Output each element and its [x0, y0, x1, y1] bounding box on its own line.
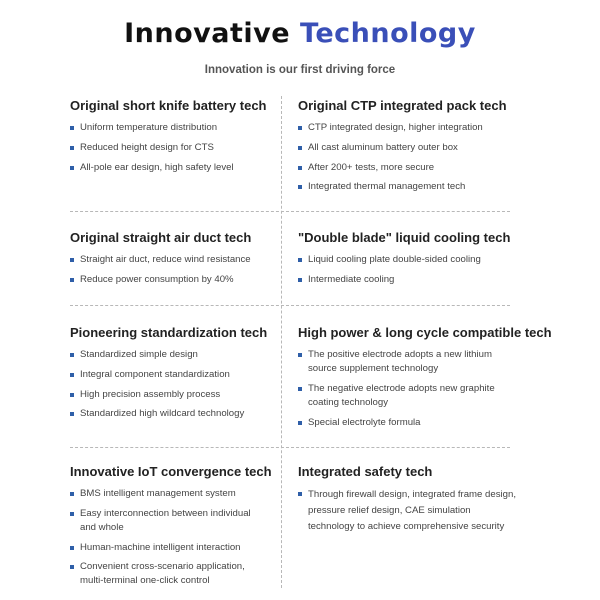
list-item [298, 416, 518, 430]
section-title: Original short knife battery tech [70, 98, 267, 113]
list-item-text: Liquid cooling plate double-sided cooling [308, 254, 481, 265]
section-standardization [70, 325, 270, 427]
list-item-text: After 200+ tests, more secure [308, 161, 435, 173]
page-subtitle: Innovation is our first driving force [204, 64, 396, 76]
list-item-text: Easy interconnection between individual and whole [80, 507, 251, 533]
list-item [298, 273, 538, 287]
list-item [70, 407, 270, 421]
title-accent: Technology [299, 18, 476, 49]
horizontal-divider [70, 305, 510, 306]
list-item-text: Standardized high wildcard technology [80, 408, 245, 420]
section-title: Innovative IoT convergence tech [70, 464, 272, 479]
list-item [298, 348, 518, 376]
list-item-text: Integrated thermal management tech [308, 181, 466, 193]
list-item [298, 161, 538, 175]
list-item [298, 487, 516, 535]
feature-list [70, 253, 270, 287]
feature-list [298, 487, 516, 535]
section-title: Pioneering standardization tech [70, 325, 268, 340]
section-title: Original CTP integrated pack tech [298, 98, 507, 113]
square-bullet-icon [298, 387, 302, 391]
list-item [298, 253, 538, 267]
square-bullet-icon [298, 126, 302, 130]
list-item [70, 487, 265, 501]
horizontal-divider [70, 447, 510, 448]
list-item [70, 348, 270, 362]
feature-list [70, 487, 265, 588]
square-bullet-icon [298, 421, 302, 425]
list-item [70, 253, 270, 267]
list-item [70, 507, 265, 535]
list-item [70, 141, 270, 155]
square-bullet-icon [70, 565, 74, 569]
list-item-text: CTP integrated design, higher integration [308, 122, 483, 133]
section-straight-air-duct [70, 230, 270, 293]
square-bullet-icon [70, 492, 74, 496]
feature-list [298, 348, 518, 430]
square-bullet-icon [70, 258, 74, 262]
list-item [298, 382, 518, 410]
list-item-text: The negative electrode adopts new graphite coating technology [308, 382, 495, 408]
feature-list [70, 348, 270, 421]
section-title: High power & long cycle compatible tech [298, 325, 552, 340]
list-item-text: Reduced height design for CTS [80, 141, 214, 153]
section-iot-convergence [70, 464, 272, 594]
list-item [70, 560, 265, 588]
list-item-text: Special electrolyte formula [308, 416, 421, 428]
section-double-blade-cooling [298, 230, 538, 293]
list-item-text: High precision assembly process [80, 388, 221, 400]
list-item [70, 273, 270, 287]
feature-list [298, 121, 538, 194]
square-bullet-icon [298, 278, 302, 282]
square-bullet-icon [70, 393, 74, 397]
section-high-power-long-cycle [298, 325, 552, 435]
square-bullet-icon [70, 166, 74, 170]
horizontal-divider [70, 211, 510, 212]
square-bullet-icon [298, 166, 302, 170]
square-bullet-icon [70, 353, 74, 357]
list-item-text: Convenient cross-scenario application, multi-terminal one-click control [80, 561, 245, 587]
list-item-text: BMS intelligent management system [80, 488, 236, 499]
list-item [298, 141, 538, 155]
list-item-text: Through firewall design, integrated frame design, pressure relief design, CAE simulation technology to achieve comprehensive security [308, 489, 516, 532]
title-main: Innovative [124, 18, 291, 49]
list-item [298, 121, 538, 135]
section-title: Integrated safety tech [298, 464, 433, 479]
square-bullet-icon [298, 258, 302, 262]
vertical-divider [281, 96, 282, 588]
section-title: Original straight air duct tech [70, 230, 252, 245]
square-bullet-icon [70, 278, 74, 282]
square-bullet-icon [70, 126, 74, 130]
list-item-text: Reduce power consumption by 40% [80, 273, 234, 285]
list-item-text: Intermediate cooling [308, 273, 395, 285]
section-short-knife-battery [70, 98, 270, 180]
list-item-text: All cast aluminum battery outer box [308, 141, 458, 153]
list-item-text: Uniform temperature distribution [80, 122, 218, 133]
page-title [0, 18, 600, 49]
list-item-text: Integral component standardization [80, 368, 230, 380]
list-item-text: All-pole ear design, high safety level [80, 161, 234, 173]
square-bullet-icon [298, 492, 302, 496]
list-item [70, 541, 265, 555]
list-item [298, 180, 538, 194]
square-bullet-icon [70, 412, 74, 416]
section-integrated-safety [298, 464, 516, 541]
square-bullet-icon [70, 146, 74, 150]
section-title: "Double blade" liquid cooling tech [298, 230, 511, 245]
square-bullet-icon [70, 512, 74, 516]
list-item [70, 161, 270, 175]
square-bullet-icon [70, 546, 74, 550]
section-ctp-integrated-pack [298, 98, 538, 200]
feature-list [298, 253, 538, 287]
list-item-text: The positive electrode adopts a new lithium source supplement technology [308, 349, 492, 374]
feature-list [70, 121, 270, 175]
square-bullet-icon [70, 373, 74, 377]
square-bullet-icon [298, 353, 302, 357]
list-item [70, 368, 270, 382]
list-item-text: Human-machine intelligent interaction [80, 541, 241, 553]
square-bullet-icon [298, 146, 302, 150]
list-item [70, 121, 270, 135]
list-item [70, 388, 270, 402]
list-item-text: Standardized simple design [80, 349, 198, 360]
list-item-text: Straight air duct, reduce wind resistance [80, 254, 251, 265]
square-bullet-icon [298, 185, 302, 189]
